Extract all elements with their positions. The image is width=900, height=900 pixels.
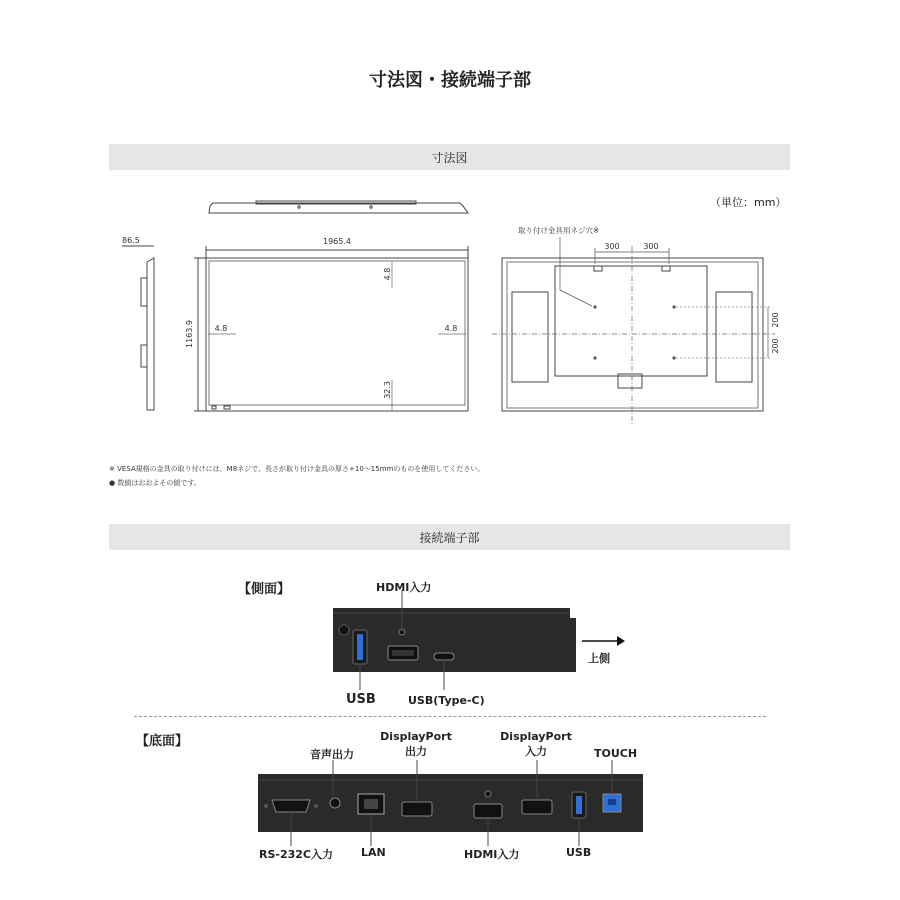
bottom-label-touch: TOUCH (594, 747, 638, 760)
side-label-hdmi: HDMI入力 (376, 581, 432, 594)
top-view (209, 201, 468, 213)
vesa-vertical-2: 200 (771, 338, 780, 354)
vesa-label: 取り付け金具用ネジ穴※ (518, 226, 600, 235)
depth-value: 86.5 (122, 236, 140, 245)
divider (134, 716, 766, 717)
bezel-bottom-value: 32.3 (383, 381, 392, 399)
bottom-label-usb: USB (566, 846, 592, 859)
side-label-usbc: USB(Type-C) (408, 694, 485, 707)
bottom-terminal-panel (0, 760, 900, 850)
side-label-usb: USB (346, 692, 376, 707)
bottom-label-rs232c: RS-232C入力 (259, 848, 333, 861)
section-title-terminals: 接続端子部 (419, 530, 480, 545)
vesa-note: ※ VESA規格の金具の取り付けには、M8ネジで、長さが取り付け金具の厚さ+10～15mmのものを使用してください。 (109, 465, 485, 473)
dp-in-line2: 入力 (525, 745, 547, 758)
rear-view (502, 258, 763, 411)
dp-out-line1: DisplayPort (380, 730, 452, 743)
vesa-horizontal-2: 300 (643, 242, 659, 251)
page-title: 寸法図・接続端子部 (369, 70, 531, 91)
bezel-top-value: 4.8 (383, 267, 392, 281)
bottom-label-audio: 音声出力 (310, 748, 354, 761)
side-heading: 【側面】 (238, 582, 291, 597)
side-panel-body (333, 608, 576, 672)
usb-port-icon (576, 796, 582, 814)
unit-label: （単位：mm） (710, 196, 787, 209)
section-header-terminals (109, 524, 790, 550)
bottom-label-dp-out (380, 730, 452, 759)
width-value: 1965.4 (323, 237, 351, 246)
bezel-left-value: 4.8 (214, 324, 228, 333)
dp-out-line2: 出力 (405, 745, 427, 758)
side-view (122, 246, 154, 410)
bottom-label-lan: LAN (361, 846, 386, 859)
hdmi-port-icon (474, 804, 502, 818)
rs232c-port-icon (272, 800, 310, 812)
bottom-label-dp-in (500, 730, 572, 759)
bottom-label-hdmi: HDMI入力 (464, 848, 520, 861)
side-usb-port-icon (357, 634, 363, 660)
side-terminal-panel (0, 590, 900, 720)
vesa-vertical-1: 200 (771, 312, 780, 328)
vesa-holes (593, 305, 675, 359)
dp-in-line1: DisplayPort (500, 730, 572, 743)
bezel-right-value: 4.8 (444, 324, 458, 333)
side-knob-icon (339, 625, 349, 635)
dimension-drawing (0, 0, 900, 440)
approx-note: ● 数値はおおよその値です。 (109, 479, 201, 487)
section-title-dimensions: 寸法図 (431, 150, 468, 165)
audio-jack-icon (330, 798, 340, 808)
bottom-heading: 【底面】 (136, 734, 189, 749)
side-usbc-port-icon (434, 653, 454, 660)
vesa-horizontal-1: 300 (604, 242, 620, 251)
dp-out-port-icon (402, 802, 432, 816)
height-value: 1163.9 (185, 320, 194, 348)
front-view (206, 258, 468, 411)
side-label-up: 上側 (588, 652, 610, 665)
dp-in-port-icon (522, 800, 552, 814)
